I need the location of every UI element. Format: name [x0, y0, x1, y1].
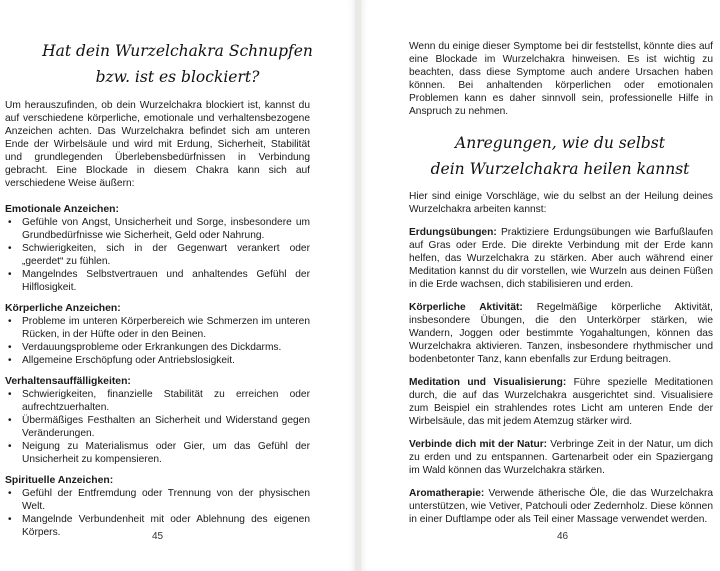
tip-text: Verwende ätherische Öle, die das Wurzelchakra unterstützen, wie Vetiver, Patchouli oder Zedernholz. Diese können in einer Duftlampe oder als Teil einer Massage verwendet werden.: [409, 488, 713, 525]
right-intro-paragraph: Hier sind einige Vorschläge, wie du selbst an der Heilung deines Wurzelchakra arbeiten kannst:: [409, 191, 713, 215]
right-body: [409, 190, 713, 526]
tip-paragraph: [409, 487, 713, 526]
tip-text: Verbringe Zeit in der Natur, um dich zu erden und zu entspannen. Gartenarbeit oder ein Spaziergang im Wald können das Wurzelchakra stärken.: [409, 439, 713, 476]
list-item: • Neigung zu Materialismus oder Gier, um das Gefühl der Unsicherheit zu kompensieren.: [5, 440, 310, 466]
tip-text: Praktiziere Erdungsübungen wie Barfußlaufen auf Gras oder Erde. Die direkte Verbindung mit der Erde kann helfen, das Wurzelchakra zu stärken. Aber auch während einer Meditation kannst du dir vorstellen, wie Wurzeln aus deinen Füßen in die Erde wachsen, dich stabilisieren und erden.: [409, 227, 713, 290]
tip-term: Körperliche Aktivität:: [409, 302, 523, 313]
left-body: [5, 99, 310, 539]
right-page: [361, 0, 720, 571]
list-item: • Schwierigkeiten, sich in der Gegenwart verankert oder „geerdet“ zu fühlen.: [5, 242, 310, 268]
section-emotional: [5, 203, 310, 294]
tip-paragraph: [409, 226, 713, 291]
tip-term: Verbinde dich mit der Natur:: [409, 439, 548, 450]
tip-term: Meditation und Visualisierung:: [409, 377, 567, 388]
left-page-title: [20, 38, 335, 90]
section-heading: Verhaltensauffälligkeiten:: [5, 376, 131, 387]
right-top-text: [409, 40, 713, 118]
right-page-title: [401, 130, 719, 182]
tip-paragraph: [409, 376, 713, 428]
tip-text: Regelmäßige körperliche Aktivität, insbesondere Übungen, die den Unterkörper stärken, wie Wandern, Joggen oder bestimmte Yogahaltungen, können das Wurzelchakra aktivieren. Tanzen, insbesondere rhythmischer und bodenbetonter Tanz, kann ebenfalls zur Erdung beitragen.: [409, 302, 713, 365]
right-top-paragraph: Wenn du einige dieser Symptome bei dir feststellst, könnte dies auf eine Blockade im Wurzelchakra hinweisen. Es ist wichtig zu beachten, dass diese Symptome auch andere Ursachen haben können. Bei anhaltenden körperlichen oder emotionalen Problemen kann es daher sinnvoll sein, professionelle Hilfe in Anspruch zu nehmen.: [409, 41, 713, 117]
left-title-line-1: Hat dein Wurzelchakra Schnupfen: [42, 42, 313, 60]
page-number: 45: [152, 531, 164, 542]
left-page: [0, 0, 355, 571]
right-title-line-1: Anregungen, wie du selbst: [455, 134, 665, 152]
section-physical: [5, 302, 310, 367]
section-heading: Spirituelle Anzeichen:: [5, 475, 114, 486]
list-item: • Mangelndes Selbstvertrauen und anhaltendes Gefühl der Hilflosigkeit.: [5, 268, 310, 294]
list-item: • Gefühle von Angst, Unsicherheit und Sorge, insbesondere um Grundbedürfnisse wie Sicherheit, Geld oder Nahrung.: [5, 216, 310, 242]
section-heading: Emotionale Anzeichen:: [5, 204, 119, 215]
list-item: • Verdauungsprobleme oder Erkrankungen des Dickdarms.: [5, 341, 310, 354]
section-behavioral: [5, 375, 310, 466]
right-title-line-2: dein Wurzelchakra heilen kannst: [430, 160, 690, 178]
list-item: • Allgemeine Erschöpfung oder Antriebslosigkeit.: [5, 354, 310, 367]
tip-text: Führe spezielle Meditationen durch, die auf das Wurzelchakra ausgerichtet sind. Visualisiere zum Beispiel ein strahlendes rotes Licht am unteren Ende der Wirbelsäule, das mit jedem Atemzug stärker wird.: [409, 377, 713, 427]
section-heading: Körperliche Anzeichen:: [5, 303, 121, 314]
list-item: • Schwierigkeiten, finanzielle Stabilität zu erreichen oder aufrechtzuerhalten.: [5, 388, 310, 414]
page-number: 46: [557, 531, 569, 542]
list-item: • Übermäßiges Festhalten an Sicherheit und Widerstand gegen Veränderungen.: [5, 414, 310, 440]
tip-term: Aromatherapie:: [409, 488, 485, 499]
tip-term: Erdungsübungen:: [409, 227, 497, 238]
tip-paragraph: [409, 301, 713, 366]
list-item: • Mangelnde Verbundenheit mit oder Ablehnung des eigenen Körpers.: [5, 513, 310, 539]
left-title-line-2: bzw. ist es blockiert?: [95, 68, 260, 86]
list-item: • Probleme im unteren Körperbereich wie Schmerzen im unteren Rücken, in der Hüfte oder in den Beinen.: [5, 315, 310, 341]
list-item: • Gefühl der Entfremdung oder Trennung von der physischen Welt.: [5, 487, 310, 513]
tip-paragraph: [409, 438, 713, 477]
left-intro-paragraph: Um herauszufinden, ob dein Wurzelchakra blockiert ist, kannst du auf verschiedene körperliche, emotionale und verhaltensbezogene Anzeichen achten. Das Wurzelchakra befindet sich am unteren Ende der Wirbelsäule und wird mit Erdung, Sicherheit, Stabilität und grundlegenden Überlebensbedürfnissen in Verbindung gebracht. Eine Blockade in diesem Chakra kann sich auf verschiedene Weise äußern:: [5, 100, 310, 189]
section-spiritual: [5, 474, 310, 539]
